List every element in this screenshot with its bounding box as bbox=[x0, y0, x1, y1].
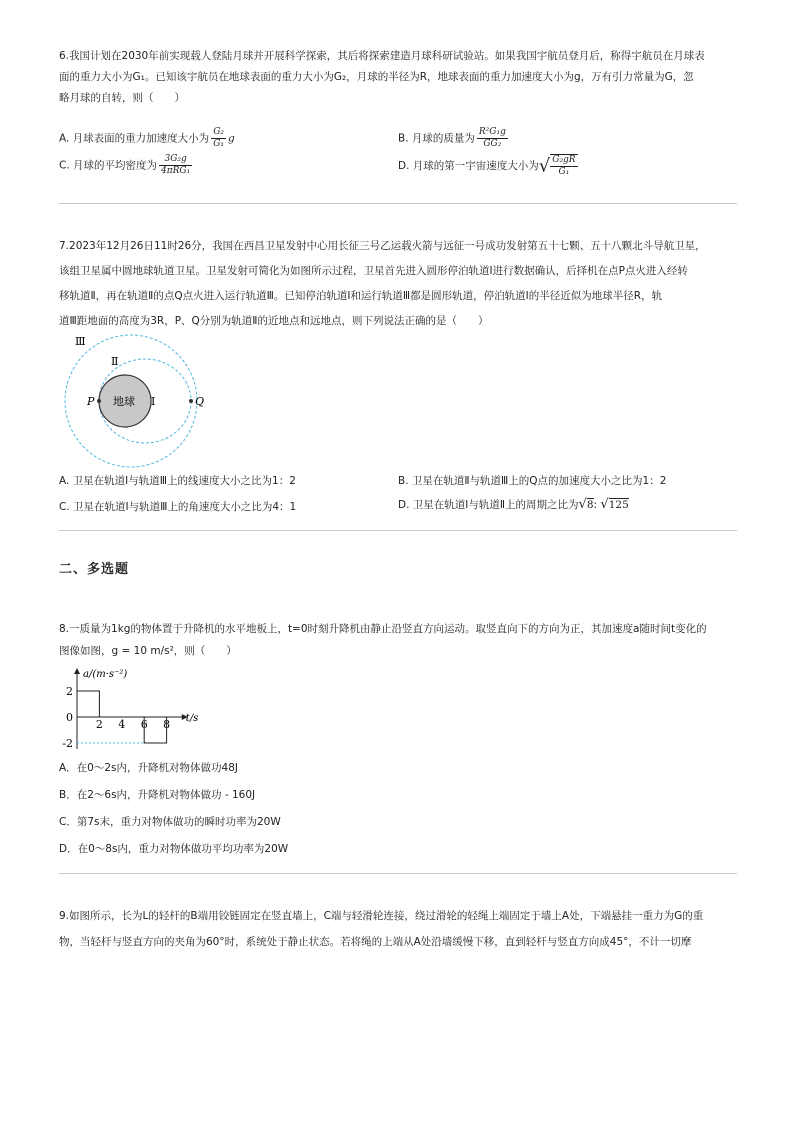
x-tick-label: 4 bbox=[118, 718, 126, 731]
q8-option-a[interactable]: A．在0～2s内，升降机对物体做功48J bbox=[59, 762, 238, 774]
divider bbox=[59, 203, 737, 204]
question-8 bbox=[59, 618, 737, 662]
q7-line-2: 该组卫星属中圆地球轨道卫星。卫星发射可简化为如图所示过程，卫星首先进入圆形停泊轨道Ⅰ进行数据确认，后择机在点P点火进入经转 bbox=[59, 265, 688, 277]
q6-line-2: 面的重力大小为G₁。已知该宇航员在地球表面的重力大小为G₂，月球的半径为R，地球表面的重力加速度大小为g，万有引力常量为G，忽 bbox=[59, 71, 694, 83]
q-label: Q bbox=[195, 395, 205, 408]
x-tick-label: 6 bbox=[140, 718, 148, 731]
q6-line-3: 略月球的自转，则（ ） bbox=[59, 92, 185, 104]
q9-line-2: 物，当轻杆与竖直方向的夹角为60°时，系统处于静止状态。若将绳的上端从A处沿墙缓慢下移，直到轻杆与竖直方向成45°，不计一切摩 bbox=[59, 936, 692, 948]
q8-line-2: 图像如图，g = 10 m/s²，则（ ） bbox=[59, 645, 237, 657]
sqrt-sign: √ bbox=[538, 155, 551, 177]
x-axis-label: t/s bbox=[185, 713, 199, 724]
p-label: P bbox=[87, 395, 95, 408]
q7-option-c[interactable]: C. 卫星在轨道Ⅰ与轨道Ⅲ上的角速度大小之比为4：1 bbox=[59, 501, 297, 513]
q8-option-d[interactable]: D．在0～8s内，重力对物体做功平均功率为20W bbox=[59, 843, 289, 855]
question-7 bbox=[59, 234, 737, 334]
x-tick-label: 2 bbox=[95, 718, 103, 731]
q6-option-a[interactable]: A. 月球表面的重力加速度大小为 $\frac{\text{G₂}}{\text{G₁}}$ g bbox=[59, 127, 235, 149]
q6-option-b-fraction: $\frac{\text{R²G₁g}}{\text{GG₂}}$ bbox=[478, 127, 506, 149]
q7-line-4: 道Ⅲ距地面的高度为3R，P、Q分别为轨道Ⅱ的近地点和远地点，则下列说法正确的是（ ） bbox=[59, 315, 489, 327]
q7-line-1: 7.2023年12月26日11时26分，我国在西昌卫星发射中心用长征三号乙运载火箭与远征一号成功发射第五十七颗、五十八颗北斗导航卫星， bbox=[59, 240, 706, 252]
q8-line-1: 8.一质量为1kg的物体置于升降机的水平地板上，t=0时刻升降机由静止沿竖直方向运动。取竖直向下的方向为正，其加速度a随时间t变化的 bbox=[59, 623, 707, 635]
section-title: 二、多选题 bbox=[59, 562, 130, 577]
divider bbox=[59, 873, 737, 874]
orbit-diagram bbox=[55, 333, 215, 469]
q7-option-d[interactable]: D. 卫星在轨道Ⅰ与轨道Ⅱ上的周期之比为√8: √125 bbox=[398, 497, 629, 512]
q6-option-c-fraction: $\frac{\text{3G₂g}}{\text{4πRG₁}}$ bbox=[161, 154, 191, 176]
divider bbox=[59, 530, 737, 531]
y-tick-label: -2 bbox=[62, 737, 73, 750]
q6-option-b[interactable]: B. 月球的质量为 $\frac{\text{R²G₁g}}{\text{GG₂}}$ bbox=[398, 127, 506, 149]
orbit-3-label: Ⅲ bbox=[75, 335, 86, 348]
y-tick-label: 2 bbox=[66, 685, 73, 698]
q6-option-d-fraction: $\frac{\text{G₂gR}}{\text{G₁}}$ bbox=[552, 155, 576, 177]
point-q bbox=[189, 399, 193, 403]
point-p bbox=[97, 399, 101, 403]
q6-option-c[interactable]: C. 月球的平均密度为 $\frac{\text{3G₂g}}{\text{4πRG₁}}$ bbox=[59, 154, 191, 176]
q8-option-c[interactable]: C．第7s末，重力对物体做功的瞬时功率为20W bbox=[59, 816, 281, 828]
question-6 bbox=[59, 46, 737, 109]
q6-line-1: 6.我国计划在2030年前实现载人登陆月球并开展科学探索，其后将探索建造月球科研试验站。如果我国宇航员登月后，称得宇航员在月球表 bbox=[59, 50, 705, 62]
x-tick-label: 8 bbox=[163, 718, 171, 731]
orbit-2-label: Ⅱ bbox=[111, 355, 119, 368]
y-axis-label: a/(m·s⁻²) bbox=[83, 669, 128, 680]
q7-line-3: 移轨道Ⅱ，再在轨道Ⅱ的点Q点火进入运行轨道Ⅲ。已知停泊轨道Ⅰ和运行轨道Ⅲ都是圆形轨道，停泊轨道Ⅰ的半径近似为地球半径R，轨 bbox=[59, 290, 663, 302]
orbit-1-label: Ⅰ bbox=[151, 395, 156, 408]
acceleration-time-chart bbox=[55, 666, 240, 752]
q6-option-a-fraction: $\frac{\text{G₂}}{\text{G₁}}$ bbox=[213, 127, 224, 149]
q9-line-1: 9.如图所示，长为L的轻杆的B端用铰链固定在竖直墙上，C端与轻滑轮连接，绕过滑轮的轻绳上端固定于墙上A处，下端悬挂一重力为G的重 bbox=[59, 910, 704, 922]
y-tick-label: 0 bbox=[66, 711, 73, 724]
q6-option-d[interactable]: D. 月球的第一宇宙速度大小为√ $\frac{\text{G₂gR}}{\text{G₁}}$ bbox=[398, 155, 576, 177]
q7-option-b[interactable]: B. 卫星在轨道Ⅱ与轨道Ⅲ上的Q点的加速度大小之比为1：2 bbox=[398, 475, 667, 487]
q8-option-b[interactable]: B．在2～6s内，升降机对物体做功 - 160J bbox=[59, 789, 256, 801]
earth-label: 地球 bbox=[113, 395, 135, 408]
q7-option-a[interactable]: A. 卫星在轨道Ⅰ与轨道Ⅲ上的线速度大小之比为1：2 bbox=[59, 475, 296, 487]
question-9 bbox=[59, 903, 737, 955]
y-axis-arrow bbox=[74, 668, 80, 674]
